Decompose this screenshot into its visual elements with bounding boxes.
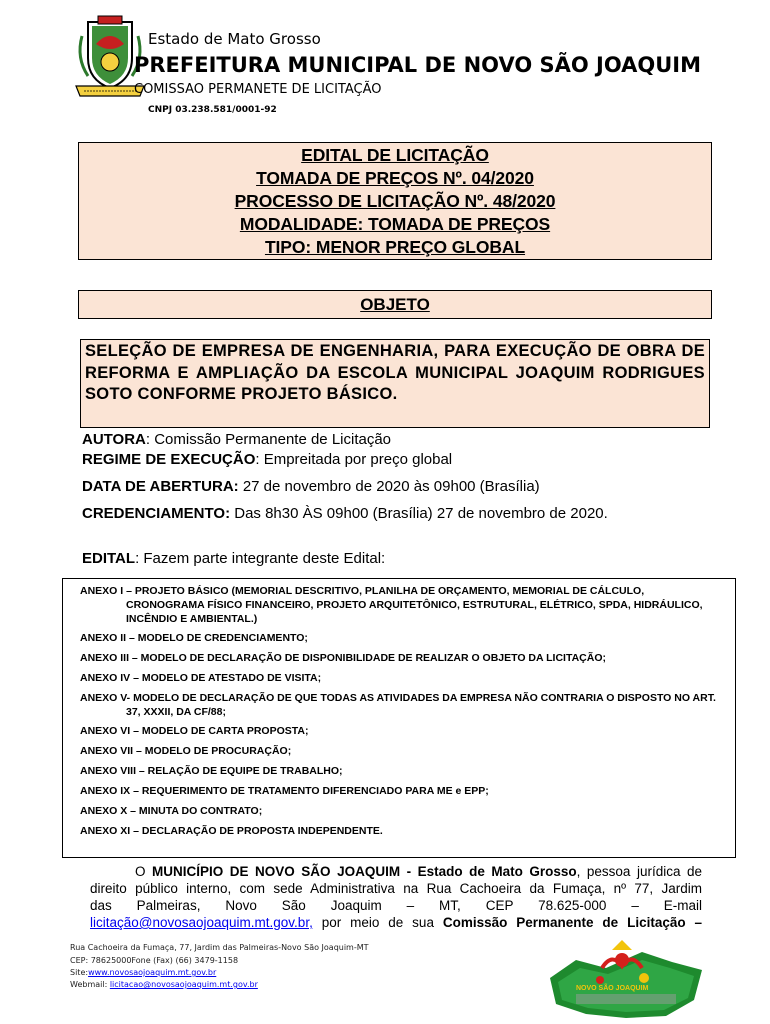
credenciamento-line: [82, 503, 706, 524]
autora-label: AUTORA: [82, 431, 146, 448]
paragraph-text: O: [135, 864, 153, 879]
cred-value: Das 8h30 ÀS 09h00 (Brasília) 27 de novembro de 2020.: [230, 505, 608, 522]
autora-value: : Comissão Permanente de Licitação: [145, 431, 392, 448]
site-link[interactable]: www.novosaojoaquim.mt.gov.br: [88, 968, 217, 977]
annex-item: ANEXO XI – DECLARAÇÃO DE PROPOSTA INDEPENDENTE.: [80, 825, 383, 837]
edital-value: : Fazem parte integrante deste Edital:: [135, 550, 386, 567]
paragraph-line: [90, 863, 702, 880]
annex-item: ANEXO VIII – RELAÇÃO DE EQUIPE DE TRABALHO;: [80, 765, 343, 777]
footer-address: Rua Cachoeira da Fumaça, 77, Jardim das Palmeiras-Novo São Joaquim-MT: [70, 943, 369, 952]
webmail-link[interactable]: licitacao@novosaojoaquim.mt.gov.br: [109, 980, 258, 989]
regime-label: REGIME DE EXECUÇÃO: [82, 451, 256, 468]
footer-webmail: [70, 979, 258, 991]
annex-item: ANEXO I – PROJETO BÁSICO (MEMORIAL DESCRITIVO, PLANILHA DE ORÇAMENTO, MEMORIAL DE CÁLCULO, CRONOGRAMA FÍSICO FINANCEIRO, PROJETO ARQUITETÔNICO, ESTRUTURAL, ELÉTRICO, SPDA, HIDRÁULICO, INCÊNDIO E AMBIENTAL.): [80, 585, 703, 625]
cnpj: CNPJ 03.238.581/0001-92: [148, 105, 277, 115]
municipio-name: MUNICÍPIO DE NOVO SÃO JOAQUIM - Estado de Mato Grosso: [152, 864, 577, 879]
footer-cep-phone: CEP: 78625000Fone (Fax) (66) 3479-1158: [70, 956, 239, 965]
data-label: DATA DE ABERTURA:: [82, 478, 239, 495]
annex-item: ANEXO II – MODELO DE CREDENCIAMENTO;: [80, 632, 308, 644]
webmail-label: Webmail:: [70, 980, 110, 989]
paragraph-text: por meio de sua: [312, 915, 443, 930]
logo-text: NOVO SÃO JOAQUIM: [576, 985, 649, 992]
annex-item: ANEXO VI – MODELO DE CARTA PROPOSTA;: [80, 725, 309, 737]
data-abertura-line: [82, 477, 540, 496]
tipo: TIPO: MENOR PREÇO GLOBAL: [264, 236, 526, 257]
cred-label: CREDENCIAMENTO:: [82, 505, 231, 522]
annex-item: ANEXO VII – MODELO DE PROCURAÇÃO;: [80, 745, 292, 757]
annex-list: [62, 578, 736, 858]
footer-site: [70, 967, 216, 979]
paragraph-text: , pessoa jurídica de: [576, 864, 702, 879]
novo-sao-joaquim-logo: [546, 938, 706, 1022]
site-label: Site:: [70, 968, 89, 977]
licitacao-email-link[interactable]: licitação@novosaojoaquim.mt.gov.br,: [90, 915, 313, 930]
data-value: 27 de novembro de 2020 às 09h00 (Brasília): [238, 478, 540, 495]
tomada-precos-number: TOMADA DE PREÇOS Nº. 04/2020: [256, 167, 534, 188]
paragraph-line: das Palmeiras, Novo São Joaquim – MT, CEP 78.625-000 – E-mail: [90, 898, 702, 913]
annex-item: ANEXO X – MINUTA DO CONTRATO;: [80, 805, 263, 817]
commission-name: COMISSAO PERMANETE DE LICITAÇÃO: [134, 82, 382, 97]
annex-item: ANEXO IV – MODELO DE ATESTADO DE VISITA;: [80, 672, 322, 684]
edital-title-box: [78, 142, 712, 260]
annex-item: ANEXO IX – REQUERIMENTO DE TRATAMENTO DIFERENCIADO PARA ME e EPP;: [80, 785, 489, 797]
objeto-heading: OBJETO: [78, 290, 712, 319]
commission-ref: Comissão Permanente de Licitação –: [442, 915, 702, 930]
paragraph-line: [90, 914, 702, 931]
edital-title: EDITAL DE LICITAÇÃO: [301, 144, 489, 165]
regime-line: [82, 450, 452, 469]
edital-line: [82, 549, 385, 568]
regime-value: : Empreitada por preço global: [255, 451, 453, 468]
processo-number: PROCESSO DE LICITAÇÃO Nº. 48/2020: [234, 190, 556, 211]
prefeitura-title: PREFEITURA MUNICIPAL DE NOVO SÃO JOAQUIM: [134, 53, 701, 77]
edital-label: EDITAL: [82, 550, 136, 567]
paragraph-line: direito público interno, com sede Administrativa na Rua Cachoeira da Fumaça, nº 77, Jardim: [90, 881, 702, 896]
autora-line: [82, 430, 391, 449]
modalidade: MODALIDADE: TOMADA DE PREÇOS: [239, 213, 551, 234]
intro-paragraph: [90, 863, 702, 931]
annex-item: ANEXO V- MODELO DE DECLARAÇÃO DE QUE TODAS AS ATIVIDADES DA EMPRESA NÃO CONTRARIA O DISPOSTO NO ART. 37, XXXII, DA CF/88;: [80, 692, 716, 718]
objeto-description: SELEÇÃO DE EMPRESA DE ENGENHARIA, PARA EXECUÇÃO DE OBRA DE REFORMA E AMPLIAÇÃO DA ESCOLA MUNICIPAL JOAQUIM RODRIGUES SOTO CONFORME PROJETO BÁSICO.: [80, 339, 710, 428]
state-name: Estado de Mato Grosso: [148, 30, 321, 48]
annex-item: ANEXO III – MODELO DE DECLARAÇÃO DE DISPONIBILIDADE DE REALIZAR O OBJETO DA LICITAÇÃO;: [80, 652, 606, 664]
